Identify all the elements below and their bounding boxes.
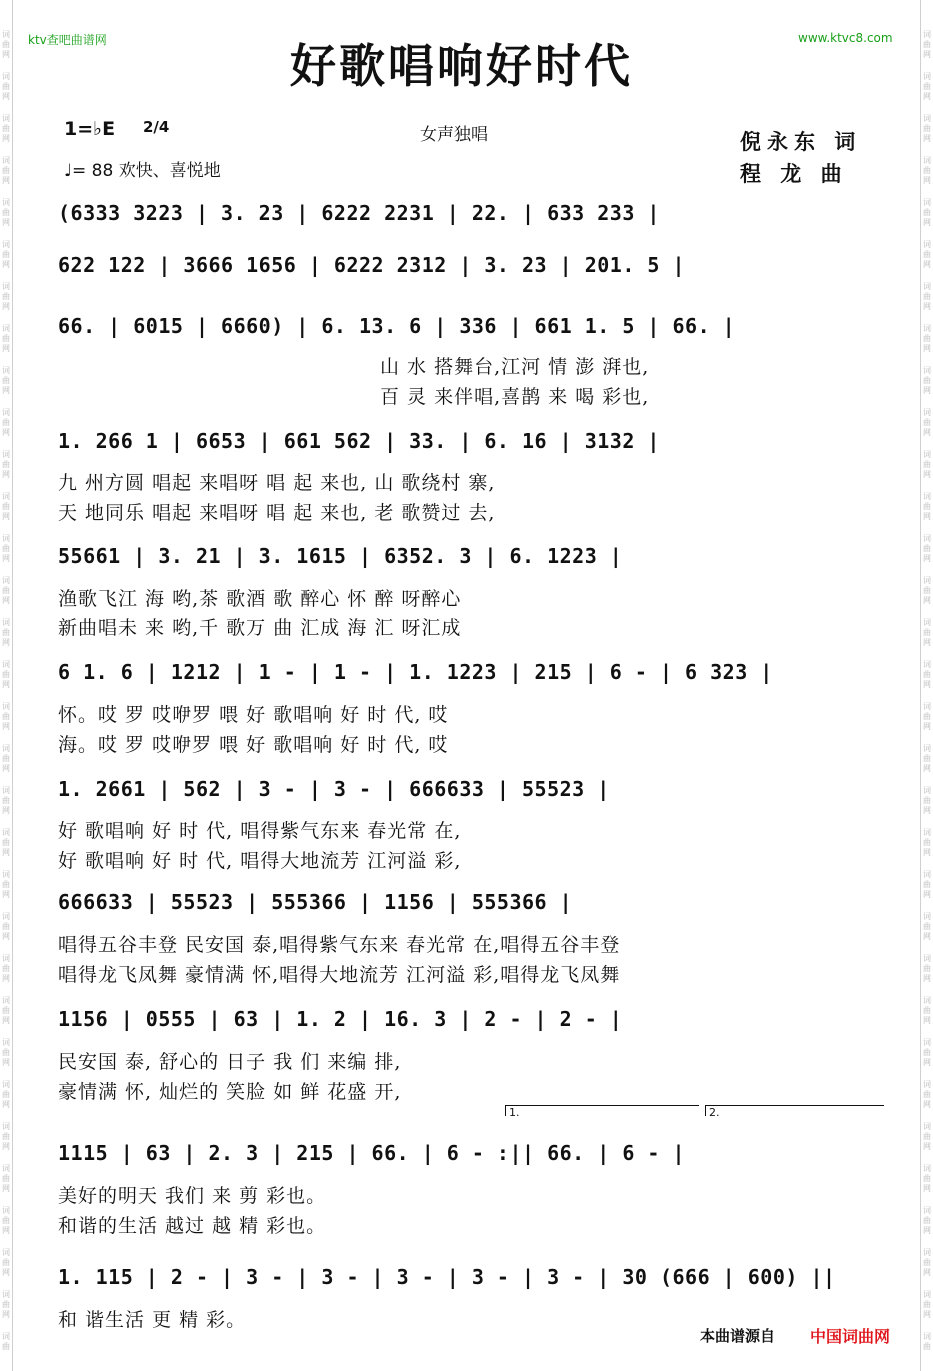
lyric-row-10-verse-1: 美好的明天 我们 来 剪 彩也。 bbox=[58, 1185, 327, 1207]
watermark-char: 词 bbox=[2, 618, 10, 627]
watermark-char: 网 bbox=[2, 218, 10, 227]
watermark-char: 词 bbox=[2, 450, 10, 459]
lyric-row-5-verse-2: 新曲唱未 来 哟,千 歌万 曲 汇成 海 汇 呀汇成 bbox=[58, 617, 462, 639]
watermark-char: 网 bbox=[2, 1310, 10, 1319]
watermark-char: 词 bbox=[923, 1080, 931, 1089]
watermark-char: 曲 bbox=[2, 544, 10, 553]
watermark-char: 词 bbox=[2, 1332, 10, 1341]
watermark-char: 曲 bbox=[923, 754, 931, 763]
watermark-char: 曲 bbox=[2, 376, 10, 385]
watermark-char: 网 bbox=[2, 302, 10, 311]
watermark-char: 网 bbox=[2, 890, 10, 899]
watermark-char: 网 bbox=[2, 848, 10, 857]
watermark-char: 网 bbox=[923, 638, 931, 647]
notation-row-7: 1. 2661 | 562 | 3 - | 3 - | 666633 | 55523 | bbox=[58, 777, 610, 801]
watermark-char: 词 bbox=[923, 1290, 931, 1299]
composer-credit: 程 龙 曲 bbox=[740, 162, 848, 186]
watermark-char: 词 bbox=[2, 366, 10, 375]
watermark-char: 词 bbox=[2, 1290, 10, 1299]
watermark-char: 曲 bbox=[923, 838, 931, 847]
watermark-char: 网 bbox=[923, 302, 931, 311]
watermark-char: 词 bbox=[923, 912, 931, 921]
watermark-char: 词 bbox=[2, 1164, 10, 1173]
watermark-char: 词 bbox=[923, 1038, 931, 1047]
watermark-char: 词 bbox=[923, 450, 931, 459]
watermark-char: 词 bbox=[923, 408, 931, 417]
watermark-char: 词 bbox=[2, 1248, 10, 1257]
watermark-char: 词 bbox=[2, 30, 10, 39]
watermark-char: 网 bbox=[2, 1016, 10, 1025]
watermark-char: 词 bbox=[923, 324, 931, 333]
watermark-char: 词 bbox=[923, 282, 931, 291]
watermark-char: 词 bbox=[923, 1122, 931, 1131]
watermark-char: 曲 bbox=[923, 964, 931, 973]
watermark-char: 词 bbox=[923, 576, 931, 585]
watermark-char: 词 bbox=[923, 744, 931, 753]
watermark-char: 词 bbox=[2, 156, 10, 165]
watermark-char: 曲 bbox=[923, 628, 931, 637]
watermark-char: 网 bbox=[2, 344, 10, 353]
watermark-char: 曲 bbox=[2, 124, 10, 133]
watermark-char: 曲 bbox=[2, 418, 10, 427]
watermark-char: 词 bbox=[2, 282, 10, 291]
watermark-char: 网 bbox=[2, 1100, 10, 1109]
watermark-char: 曲 bbox=[923, 40, 931, 49]
watermark-char: 网 bbox=[2, 1058, 10, 1067]
watermark-char: 网 bbox=[2, 1184, 10, 1193]
watermark-char: 曲 bbox=[923, 796, 931, 805]
watermark-char: 网 bbox=[923, 806, 931, 815]
watermark-char: 词 bbox=[2, 1080, 10, 1089]
watermark-char: 曲 bbox=[923, 586, 931, 595]
watermark-char: 网 bbox=[923, 92, 931, 101]
watermark-char: 网 bbox=[2, 134, 10, 143]
watermark-char: 网 bbox=[923, 764, 931, 773]
watermark-char: 网 bbox=[923, 1310, 931, 1319]
watermark-char: 曲 bbox=[923, 1258, 931, 1267]
watermark-char: 曲 bbox=[2, 838, 10, 847]
watermark-char: 曲 bbox=[2, 586, 10, 595]
watermark-char: 曲 bbox=[923, 166, 931, 175]
watermark-char: 词 bbox=[923, 1206, 931, 1215]
watermark-char: 词 bbox=[2, 996, 10, 1005]
watermark-char: 词 bbox=[923, 702, 931, 711]
watermark-char: 网 bbox=[2, 1268, 10, 1277]
watermark-char: 网 bbox=[2, 722, 10, 731]
watermark-char: 词 bbox=[923, 786, 931, 795]
watermark-char: 词 bbox=[923, 954, 931, 963]
notation-row-11: 1. 115 | 2 - | 3 - | 3 - | 3 - | 3 - | 3 - | 30 (666 | 600) || bbox=[58, 1265, 836, 1289]
watermark-char: 曲 bbox=[2, 1258, 10, 1267]
watermark-char: 曲 bbox=[2, 670, 10, 679]
watermark-char: 词 bbox=[2, 198, 10, 207]
watermark-char: 网 bbox=[923, 344, 931, 353]
watermark-char: 网 bbox=[2, 386, 10, 395]
watermark-char: 网 bbox=[923, 218, 931, 227]
watermark-char: 曲 bbox=[2, 628, 10, 637]
left-watermark-strip bbox=[0, 0, 13, 1371]
watermark-char: 网 bbox=[923, 134, 931, 143]
lyric-row-3-verse-1: 山 水 搭舞台,江河 情 澎 湃也, bbox=[380, 356, 650, 378]
watermark-char: 曲 bbox=[2, 1006, 10, 1015]
notation-row-4: 1. 266 1 | 6653 | 661 562 | 33. | 6. 16 | 3132 | bbox=[58, 429, 660, 453]
notation-row-5: 55661 | 3. 21 | 3. 1615 | 6352. 3 | 6. 1223 | bbox=[58, 544, 623, 568]
tempo-marking: ♩= 88 欢快、喜悦地 bbox=[64, 161, 221, 181]
watermark-char: 网 bbox=[2, 806, 10, 815]
lyric-row-6-verse-1: 怀。哎 罗 哎咿罗 喂 好 歌唱响 好 时 代, 哎 bbox=[58, 704, 449, 726]
watermark-char: 词 bbox=[2, 744, 10, 753]
watermark-char: 曲 bbox=[2, 166, 10, 175]
watermark-char: 词 bbox=[923, 240, 931, 249]
watermark-char: 曲 bbox=[2, 1174, 10, 1183]
watermark-char: 曲 bbox=[923, 544, 931, 553]
watermark-char: 词 bbox=[2, 408, 10, 417]
watermark-char: 词 bbox=[923, 198, 931, 207]
key-signature: 1=♭E bbox=[64, 118, 116, 140]
watermark-char: 词 bbox=[2, 828, 10, 837]
watermark-char: 词 bbox=[923, 1332, 931, 1341]
watermark-char: 词 bbox=[923, 1164, 931, 1173]
watermark-char: 词 bbox=[2, 702, 10, 711]
notation-row-8: 666633 | 55523 | 555366 | 1156 | 555366 | bbox=[58, 890, 573, 914]
watermark-char: 网 bbox=[923, 512, 931, 521]
watermark-char: 网 bbox=[2, 92, 10, 101]
lyric-row-8-verse-2: 唱得龙飞凤舞 豪情满 怀,唱得大地流芳 江河溢 彩,唱得龙飞凤舞 bbox=[58, 964, 621, 986]
watermark-char: 网 bbox=[923, 1058, 931, 1067]
watermark-char: 词 bbox=[923, 870, 931, 879]
lyricist-credit: 倪永东 词 bbox=[740, 130, 862, 154]
watermark-char: 网 bbox=[2, 512, 10, 521]
lyric-row-11: 和 谐生活 更 精 彩。 bbox=[58, 1309, 247, 1331]
watermark-char: 词 bbox=[923, 114, 931, 123]
watermark-char: 曲 bbox=[923, 922, 931, 931]
watermark-char: 网 bbox=[923, 596, 931, 605]
lyric-row-4-verse-2: 天 地同乐 唱起 来唱呀 唱 起 来也, 老 歌赞过 去, bbox=[58, 502, 496, 524]
watermark-char: 网 bbox=[923, 680, 931, 689]
watermark-char: 词 bbox=[923, 618, 931, 627]
watermark-char: 曲 bbox=[2, 1048, 10, 1057]
site-watermark-left: ktv查吧曲谱网 bbox=[28, 33, 107, 47]
watermark-char: 曲 bbox=[2, 502, 10, 511]
watermark-char: 网 bbox=[923, 1100, 931, 1109]
notation-row-3: 66. | 6015 | 6660) | 6. 13. 6 | 336 | 661 1. 5 | 66. | bbox=[58, 314, 736, 338]
watermark-char: 曲 bbox=[923, 1132, 931, 1141]
watermark-char: 曲 bbox=[2, 1342, 10, 1351]
watermark-char: 曲 bbox=[2, 1300, 10, 1309]
watermark-char: 曲 bbox=[2, 292, 10, 301]
watermark-char: 网 bbox=[2, 1142, 10, 1151]
watermark-char: 曲 bbox=[2, 712, 10, 721]
watermark-char: 曲 bbox=[923, 292, 931, 301]
watermark-char: 曲 bbox=[923, 1216, 931, 1225]
watermark-char: 网 bbox=[2, 974, 10, 983]
watermark-char: 词 bbox=[923, 366, 931, 375]
watermark-char: 曲 bbox=[2, 796, 10, 805]
watermark-char: 曲 bbox=[2, 1132, 10, 1141]
watermark-char: 词 bbox=[2, 1038, 10, 1047]
watermark-char: 曲 bbox=[2, 964, 10, 973]
watermark-char: 网 bbox=[923, 848, 931, 857]
watermark-char: 词 bbox=[923, 660, 931, 669]
watermark-char: 网 bbox=[2, 638, 10, 647]
watermark-char: 词 bbox=[2, 324, 10, 333]
lyric-row-10-verse-2: 和谐的生活 越过 越 精 彩也。 bbox=[58, 1215, 327, 1237]
watermark-char: 网 bbox=[923, 176, 931, 185]
watermark-char: 网 bbox=[923, 932, 931, 941]
watermark-char: 词 bbox=[2, 870, 10, 879]
watermark-char: 曲 bbox=[923, 502, 931, 511]
watermark-char: 网 bbox=[923, 974, 931, 983]
watermark-char: 曲 bbox=[2, 880, 10, 889]
watermark-char: 曲 bbox=[923, 1174, 931, 1183]
watermark-char: 曲 bbox=[923, 376, 931, 385]
lyric-row-9-verse-2: 豪情满 怀, 灿烂的 笑脸 如 鲜 花盛 开, bbox=[58, 1081, 402, 1103]
lyric-row-8-verse-1: 唱得五谷丰登 民安国 泰,唱得紫气东来 春光常 在,唱得五谷丰登 bbox=[58, 934, 621, 956]
watermark-char: 曲 bbox=[923, 124, 931, 133]
watermark-char: 词 bbox=[923, 996, 931, 1005]
watermark-char: 曲 bbox=[923, 1006, 931, 1015]
song-title: 好歌唱响好时代 bbox=[290, 39, 633, 93]
watermark-char: 曲 bbox=[923, 208, 931, 217]
watermark-char: 曲 bbox=[2, 460, 10, 469]
watermark-char: 网 bbox=[2, 596, 10, 605]
watermark-char: 曲 bbox=[2, 1090, 10, 1099]
lyric-row-9-verse-1: 民安国 泰, 舒心的 日子 我 们 来编 排, bbox=[58, 1051, 402, 1073]
watermark-char: 网 bbox=[2, 50, 10, 59]
watermark-char: 网 bbox=[923, 50, 931, 59]
lyric-row-7-verse-1: 好 歌唱响 好 时 代, 唱得紫气东来 春光常 在, bbox=[58, 820, 462, 842]
watermark-char: 网 bbox=[2, 1226, 10, 1235]
watermark-char: 网 bbox=[2, 176, 10, 185]
lyric-row-3-verse-2: 百 灵 来伴唱,喜鹊 来 喝 彩也, bbox=[380, 386, 650, 408]
watermark-char: 曲 bbox=[923, 460, 931, 469]
watermark-char: 曲 bbox=[2, 208, 10, 217]
lyric-row-5-verse-1: 渔歌飞江 海 哟,茶 歌酒 歌 醉心 怀 醉 呀醉心 bbox=[58, 588, 462, 610]
watermark-char: 曲 bbox=[923, 418, 931, 427]
watermark-char: 词 bbox=[2, 114, 10, 123]
watermark-char: 网 bbox=[923, 890, 931, 899]
watermark-char: 网 bbox=[923, 386, 931, 395]
watermark-char: 曲 bbox=[923, 250, 931, 259]
watermark-char: 词 bbox=[923, 534, 931, 543]
watermark-char: 曲 bbox=[2, 922, 10, 931]
watermark-char: 词 bbox=[2, 912, 10, 921]
watermark-char: 网 bbox=[923, 1268, 931, 1277]
time-signature: 2/4 bbox=[143, 118, 170, 136]
watermark-char: 网 bbox=[923, 428, 931, 437]
watermark-char: 曲 bbox=[923, 1342, 931, 1351]
watermark-char: 曲 bbox=[923, 334, 931, 343]
watermark-char: 词 bbox=[923, 72, 931, 81]
watermark-char: 词 bbox=[2, 1206, 10, 1215]
source-label: 本曲谱源自 bbox=[700, 1327, 776, 1345]
watermark-char: 词 bbox=[923, 156, 931, 165]
watermark-char: 网 bbox=[923, 1226, 931, 1235]
watermark-char: 网 bbox=[923, 1184, 931, 1193]
watermark-char: 词 bbox=[2, 240, 10, 249]
lyric-row-7-verse-2: 好 歌唱响 好 时 代, 唱得大地流芳 江河溢 彩, bbox=[58, 850, 462, 872]
watermark-char: 词 bbox=[923, 828, 931, 837]
watermark-char: 网 bbox=[923, 554, 931, 563]
watermark-char: 网 bbox=[923, 1142, 931, 1151]
watermark-char: 网 bbox=[2, 428, 10, 437]
watermark-char: 词 bbox=[2, 954, 10, 963]
watermark-char: 曲 bbox=[923, 1048, 931, 1057]
watermark-char: 网 bbox=[2, 260, 10, 269]
watermark-char: 曲 bbox=[2, 82, 10, 91]
watermark-char: 曲 bbox=[2, 1216, 10, 1225]
second-ending-bracket: 2. bbox=[705, 1105, 884, 1116]
watermark-char: 词 bbox=[2, 534, 10, 543]
first-ending-bracket: 1. bbox=[505, 1105, 699, 1116]
watermark-char: 网 bbox=[2, 932, 10, 941]
watermark-char: 网 bbox=[2, 554, 10, 563]
performance-type: 女声独唱 bbox=[420, 125, 488, 145]
watermark-char: 词 bbox=[923, 1248, 931, 1257]
watermark-char: 曲 bbox=[923, 1300, 931, 1309]
source-site-link[interactable]: 中国词曲网 bbox=[810, 1327, 891, 1346]
notation-row-6: 6 1. 6 | 1212 | 1 - | 1 - | 1. 1223 | 215 | 6 - | 6 323 | bbox=[58, 660, 773, 684]
watermark-char: 网 bbox=[2, 764, 10, 773]
notation-row-9: 1156 | 0555 | 63 | 1. 2 | 16. 3 | 2 - | 2 - | bbox=[58, 1007, 623, 1031]
lyric-row-4-verse-1: 九 州方圆 唱起 来唱呀 唱 起 来也, 山 歌绕村 寨, bbox=[58, 472, 496, 494]
watermark-char: 词 bbox=[2, 492, 10, 501]
watermark-char: 曲 bbox=[923, 670, 931, 679]
watermark-char: 词 bbox=[2, 576, 10, 585]
watermark-char: 曲 bbox=[923, 712, 931, 721]
right-watermark-strip bbox=[920, 0, 933, 1371]
watermark-char: 曲 bbox=[923, 1090, 931, 1099]
watermark-char: 曲 bbox=[2, 754, 10, 763]
lyric-row-6-verse-2: 海。哎 罗 哎咿罗 喂 好 歌唱响 好 时 代, 哎 bbox=[58, 734, 449, 756]
watermark-char: 词 bbox=[2, 660, 10, 669]
watermark-char: 网 bbox=[923, 470, 931, 479]
watermark-char: 网 bbox=[923, 722, 931, 731]
watermark-char: 词 bbox=[923, 492, 931, 501]
watermark-char: 网 bbox=[2, 470, 10, 479]
watermark-char: 曲 bbox=[923, 880, 931, 889]
notation-row-1: (6333 3223 | 3. 23 | 6222 2231 | 22. | 633 233 | bbox=[58, 201, 660, 225]
watermark-char: 网 bbox=[923, 1016, 931, 1025]
watermark-char: 词 bbox=[2, 786, 10, 795]
watermark-char: 曲 bbox=[2, 334, 10, 343]
site-watermark-right: www.ktvc8.com bbox=[798, 31, 893, 45]
watermark-char: 曲 bbox=[923, 82, 931, 91]
watermark-char: 网 bbox=[923, 260, 931, 269]
watermark-char: 曲 bbox=[2, 40, 10, 49]
watermark-char: 网 bbox=[2, 680, 10, 689]
watermark-char: 词 bbox=[923, 30, 931, 39]
notation-row-10: 1115 | 63 | 2. 3 | 215 | 66. | 6 - :|| 66. | 6 - | bbox=[58, 1141, 686, 1165]
watermark-char: 词 bbox=[2, 72, 10, 81]
notation-row-2: 622 122 | 3666 1656 | 6222 2312 | 3. 23 | 201. 5 | bbox=[58, 253, 686, 277]
watermark-char: 词 bbox=[2, 1122, 10, 1131]
watermark-char: 曲 bbox=[2, 250, 10, 259]
